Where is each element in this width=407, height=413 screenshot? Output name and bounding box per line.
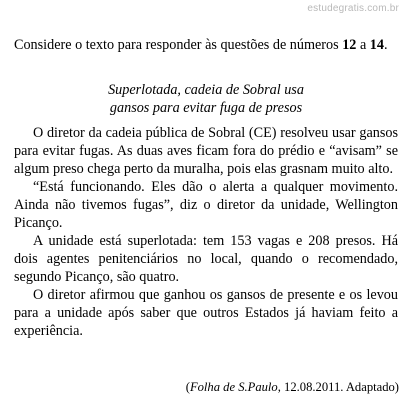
instruction-text: Considere o texto para responder às questões de números: [14, 37, 343, 53]
article-paragraph-2: “Está funcionando. Eles dão o alerta a qualquer movimento. Ainda não tivemos fugas”, diz o diretor da unidade, Wellington Picanço.: [14, 179, 398, 231]
article-headline: [14, 81, 398, 117]
question-start-number: 12: [342, 37, 357, 53]
source-date-note: , 12.08.2011. Adaptado): [277, 380, 399, 394]
source-publication: Folha de S.Paulo: [189, 380, 278, 394]
article-paragraph-4: O diretor afirmou que ganhou os gansos de presente e os levou para a unidade após saber que outros Estados já haviam feito a experiência.: [14, 287, 398, 339]
instruction-period: .: [383, 37, 388, 53]
site-watermark: estudegratis.com.br: [307, 3, 399, 14]
headline-line-1: Superlotada, cadeia de Sobral usa: [108, 82, 304, 98]
question-end-number: 14: [369, 37, 384, 53]
article-paragraph-3: A unidade está superlotada: tem 153 vagas e 208 presos. Há dois agentes penitenciários no local, quando o recomendado, segundo Picanço, são quatro.: [14, 233, 398, 285]
source-open-paren: (: [185, 380, 190, 394]
question-instruction: [14, 36, 398, 54]
instruction-connector: a: [356, 37, 370, 53]
article-body: [14, 124, 398, 340]
article-source-citation: [186, 379, 399, 395]
headline-line-2: gansos para evitar fuga de presos: [109, 100, 303, 116]
article-paragraph-1: O diretor da cadeia pública de Sobral (CE) resolveu usar gansos para evitar fugas. As duas aves ficam fora do prédio e “avisam” se algum preso chega perto da muralha, pois elas grasnam muito alto.: [14, 125, 398, 177]
